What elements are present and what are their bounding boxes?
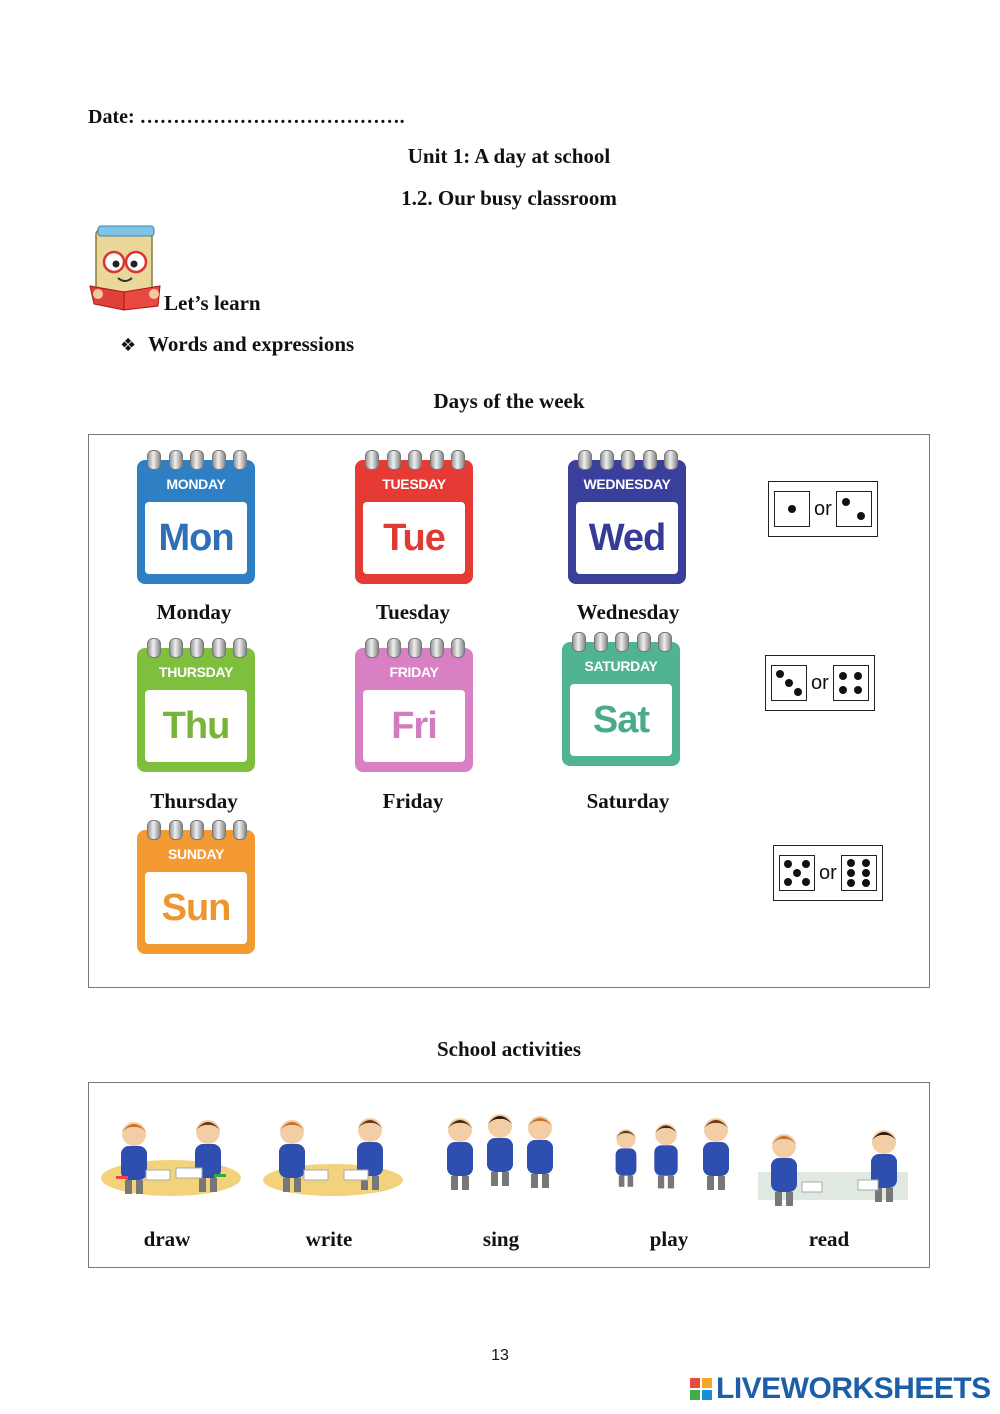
dice-pair-3 bbox=[773, 845, 883, 901]
date-line: Date: …………………………………. bbox=[88, 106, 405, 128]
activities-section-title: School activities bbox=[436, 1037, 582, 1061]
calendar-friday bbox=[355, 638, 473, 772]
calendar-thursday bbox=[137, 638, 255, 772]
liveworksheets-brand[interactable] bbox=[690, 1372, 991, 1406]
calendar-day-short: Fri bbox=[363, 690, 465, 762]
die-face-3-icon bbox=[771, 665, 807, 701]
dice-pair-2 bbox=[765, 655, 875, 711]
calendar-day-short: Sat bbox=[570, 684, 672, 756]
day-name-monday: Monday bbox=[156, 600, 232, 624]
lets-learn-heading: Let’s learn bbox=[164, 291, 261, 315]
unit-title: Unit 1: A day at school bbox=[407, 144, 611, 168]
calendar-day-header: SATURDAY bbox=[584, 658, 658, 674]
die-face-4-icon bbox=[833, 665, 869, 701]
calendar-day-short: Mon bbox=[145, 502, 247, 574]
children-drawing-illustration-icon bbox=[96, 1090, 246, 1220]
calendar-monday bbox=[137, 450, 255, 584]
dice-or-label: or bbox=[814, 497, 832, 520]
calendar-day-header: TUESDAY bbox=[382, 476, 446, 492]
calendar-rings-icon bbox=[365, 450, 465, 470]
page-number: 13 bbox=[491, 1347, 509, 1364]
calendar-sunday bbox=[137, 820, 255, 954]
day-name-wednesday: Wednesday bbox=[576, 600, 680, 624]
calendar-day-short: Thu bbox=[145, 690, 247, 762]
dice-pair-1 bbox=[768, 481, 878, 537]
liveworksheets-logo-icon bbox=[690, 1378, 712, 1400]
calendar-rings-icon bbox=[147, 638, 247, 658]
dice-or-label: or bbox=[811, 671, 829, 694]
die-face-1-icon bbox=[774, 491, 810, 527]
day-name-friday: Friday bbox=[382, 789, 444, 813]
day-name-saturday: Saturday bbox=[586, 789, 670, 813]
children-singing-illustration-icon bbox=[430, 1090, 580, 1220]
children-playing-illustration-icon bbox=[598, 1090, 748, 1220]
lesson-title: 1.2. Our busy classroom bbox=[401, 186, 617, 210]
activity-label-sing: sing bbox=[482, 1227, 520, 1251]
calendar-day-header: THURSDAY bbox=[158, 664, 234, 680]
calendar-day-short: Tue bbox=[363, 502, 465, 574]
activity-label-draw: draw bbox=[143, 1227, 191, 1251]
calendar-day-header: FRIDAY bbox=[389, 664, 439, 680]
calendar-rings-icon bbox=[572, 632, 672, 652]
calendar-day-short: Wed bbox=[576, 502, 678, 574]
calendar-rings-icon bbox=[147, 820, 247, 840]
calendar-tuesday bbox=[355, 450, 473, 584]
calendar-day-header: SUNDAY bbox=[167, 846, 225, 862]
diamond-bullet-icon: ❖ bbox=[120, 335, 137, 356]
die-face-6-icon bbox=[841, 855, 877, 891]
die-face-2-icon bbox=[836, 491, 872, 527]
calendar-day-header: WEDNESDAY bbox=[583, 476, 671, 492]
days-section-title: Days of the week bbox=[433, 389, 585, 413]
die-face-5-icon bbox=[779, 855, 815, 891]
calendar-day-short: Sun bbox=[145, 872, 247, 944]
words-expressions-heading bbox=[120, 332, 354, 357]
children-reading-illustration-icon bbox=[758, 1090, 908, 1220]
words-expressions-label: Words and expressions bbox=[148, 332, 355, 356]
book-mascot-icon bbox=[88, 222, 166, 312]
day-name-thursday: Thursday bbox=[150, 789, 238, 813]
calendar-rings-icon bbox=[365, 638, 465, 658]
calendar-wednesday bbox=[568, 450, 686, 584]
activity-label-write: write bbox=[305, 1227, 353, 1251]
calendar-rings-icon bbox=[147, 450, 247, 470]
activity-label-read: read bbox=[808, 1227, 850, 1251]
brand-text: LIVEWORKSHEETS bbox=[716, 1372, 991, 1405]
calendar-day-header: MONDAY bbox=[166, 476, 226, 492]
day-name-tuesday: Tuesday bbox=[376, 600, 450, 624]
activity-label-play: play bbox=[649, 1227, 689, 1251]
calendar-saturday bbox=[562, 632, 680, 766]
dice-or-label: or bbox=[819, 861, 837, 884]
children-writing-illustration-icon bbox=[258, 1090, 408, 1220]
calendar-rings-icon bbox=[578, 450, 678, 470]
